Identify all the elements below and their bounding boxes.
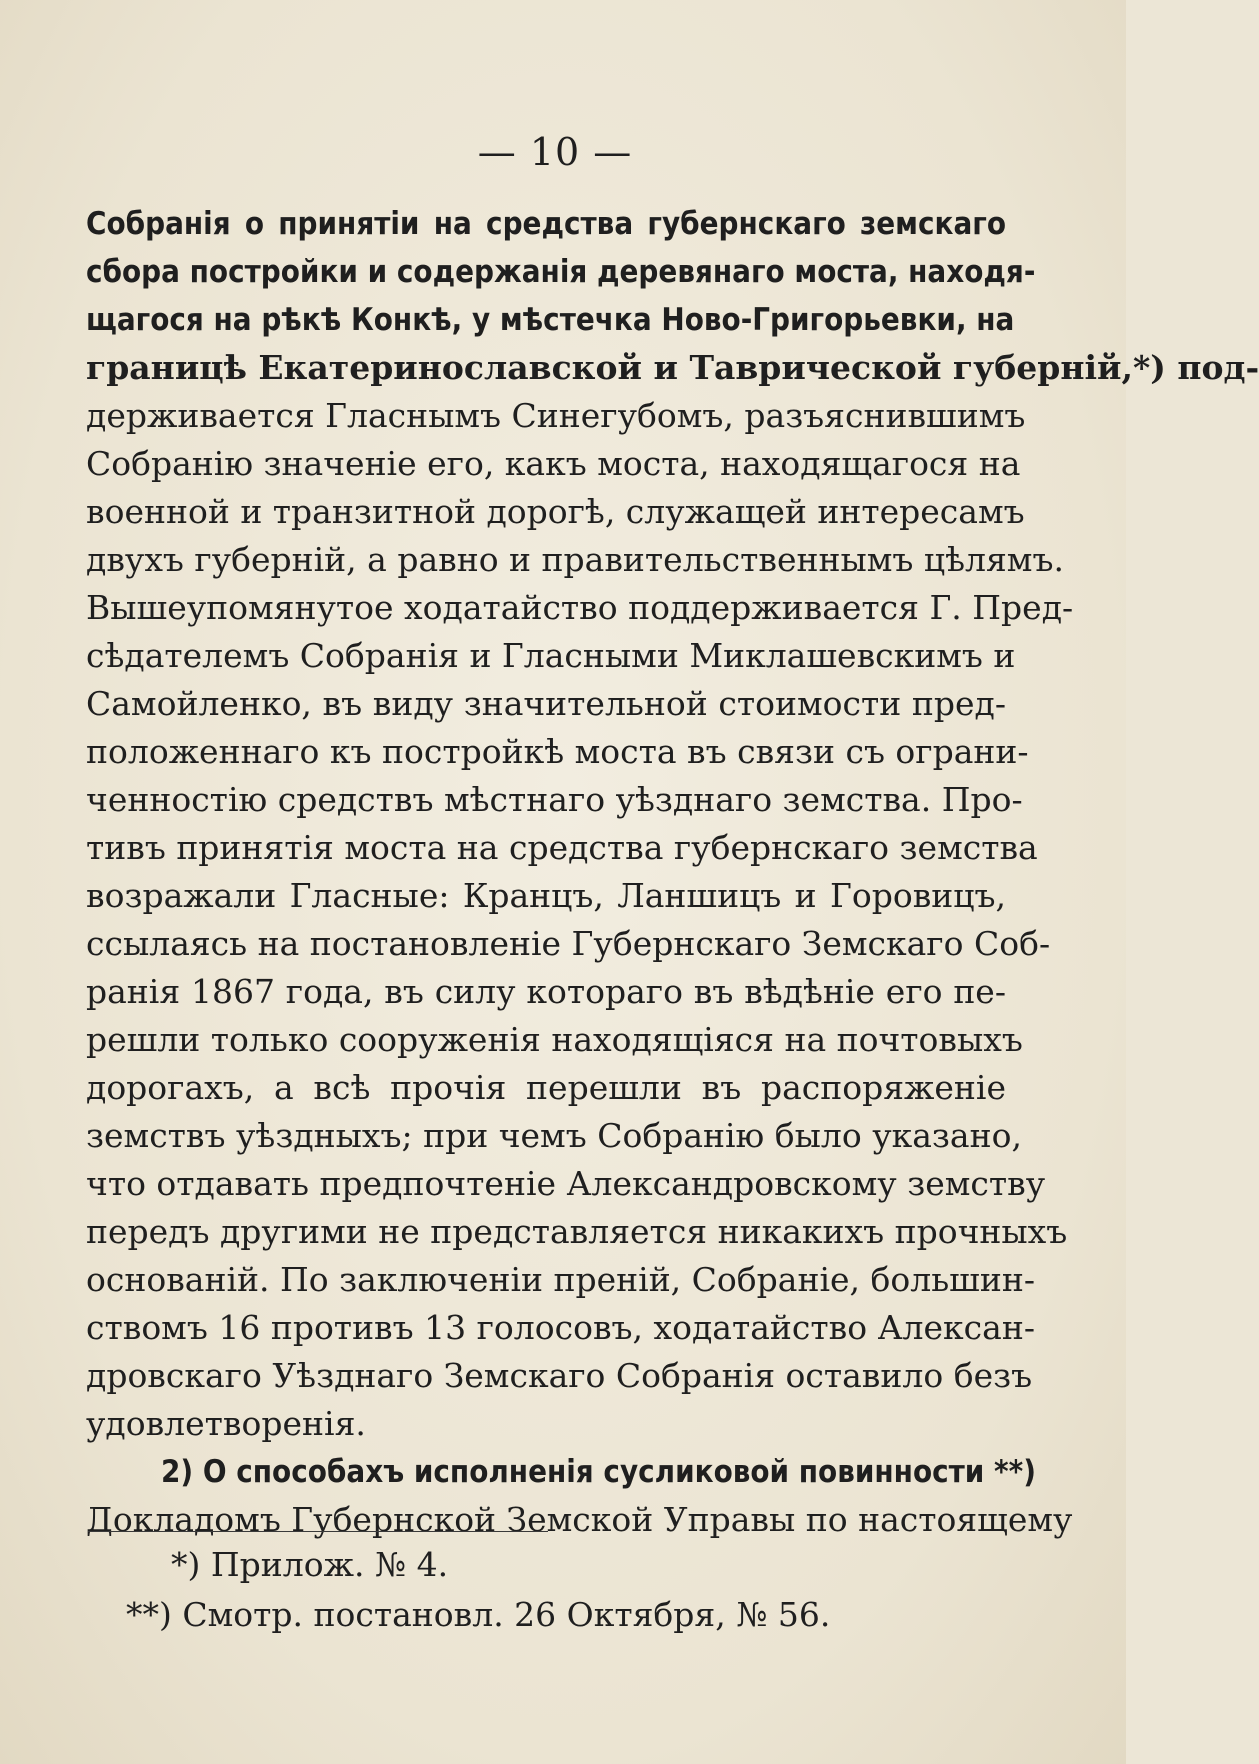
footnotes (86, 1540, 1006, 1640)
text-line: удовлетворенія. (86, 1404, 366, 1443)
text-line: границѣ Екатеринославской и Таврической губерній,*) под- (86, 348, 1259, 387)
page-number: — 10 — (477, 130, 633, 174)
text-line: передъ другими не представляется никакихъ прочныхъ (86, 1212, 1068, 1251)
text-line: положеннаго къ постройкѣ моста въ связи съ ограни- (86, 732, 1029, 771)
text-line: двухъ губерній, а равно и правительственнымъ цѣлямъ. (86, 540, 1064, 579)
text-line: ствомъ 16 противъ 13 голосовъ, ходатайство Алексан- (86, 1308, 1035, 1347)
text-line: Докладомъ Губернской Земской Управы по настоящему (86, 1500, 1073, 1539)
text-line: ссылаясь на постановленіе Губернскаго Земскаго Соб- (86, 924, 1051, 963)
text-line: щагося на рѣкѣ Конкѣ, у мѣстечка Ново-Григорьевки, на (86, 302, 1015, 338)
text-line: дровскаго Уѣзднаго Земскаго Собранія оставило безъ (86, 1356, 1033, 1395)
text-line: сѣдателемъ Собранія и Гласными Миклашевскимъ и (86, 636, 1016, 675)
text-line: основаній. По заключеніи преній, Собраніе, большин- (86, 1260, 1035, 1299)
text-line: земствъ уѣздныхъ; при чемъ Собранію было указано, (86, 1116, 1022, 1155)
text-line: ченностію средствъ мѣстнаго уѣзднаго земства. Про- (86, 780, 1023, 819)
text-line: дорогахъ, а всѣ прочія перешли въ распоряженіе (86, 1068, 1006, 1107)
text-line: решли только сооруженія находящіяся на почтовыхъ (86, 1020, 1023, 1059)
text-line: Собранія о принятіи на средства губернскаго земскаго (86, 206, 1006, 242)
text-line: возражали Гласные: Кранцъ, Ланшицъ и Горовицъ, (86, 876, 1006, 915)
text-line: сбора постройки и содержанія деревянаго моста, находя- (86, 254, 1036, 290)
text-line: Собранію значеніе его, какъ моста, находящагося на (86, 444, 1021, 483)
text-line: ранія 1867 года, въ силу котораго въ вѣдѣніе его пе- (86, 972, 1006, 1011)
footnote: **) Смотр. постановл. 26 Октября, № 56. (126, 1595, 831, 1634)
footnote-divider (88, 1531, 548, 1532)
text-line: что отдавать предпочтеніе Александровскому земству (86, 1164, 1046, 1203)
text-line: держивается Гласнымъ Синегубомъ, разъяснившимъ (86, 396, 1026, 435)
text-line: тивъ принятія моста на средства губернскаго земства (86, 828, 1038, 867)
body-text (86, 200, 1259, 1544)
section-heading: 2) О способахъ исполненія сусликовой повинности **) (161, 1454, 1036, 1490)
text-line: военной и транзитной дорогѣ, служащей интересамъ (86, 492, 1025, 531)
footnote: *) Прилож. № 4. (171, 1545, 449, 1584)
text-line: Вышеупомянутое ходатайство поддерживается Г. Пред- (86, 588, 1074, 627)
text-line: Самойленко, въ виду значительной стоимости пред- (86, 684, 1006, 723)
